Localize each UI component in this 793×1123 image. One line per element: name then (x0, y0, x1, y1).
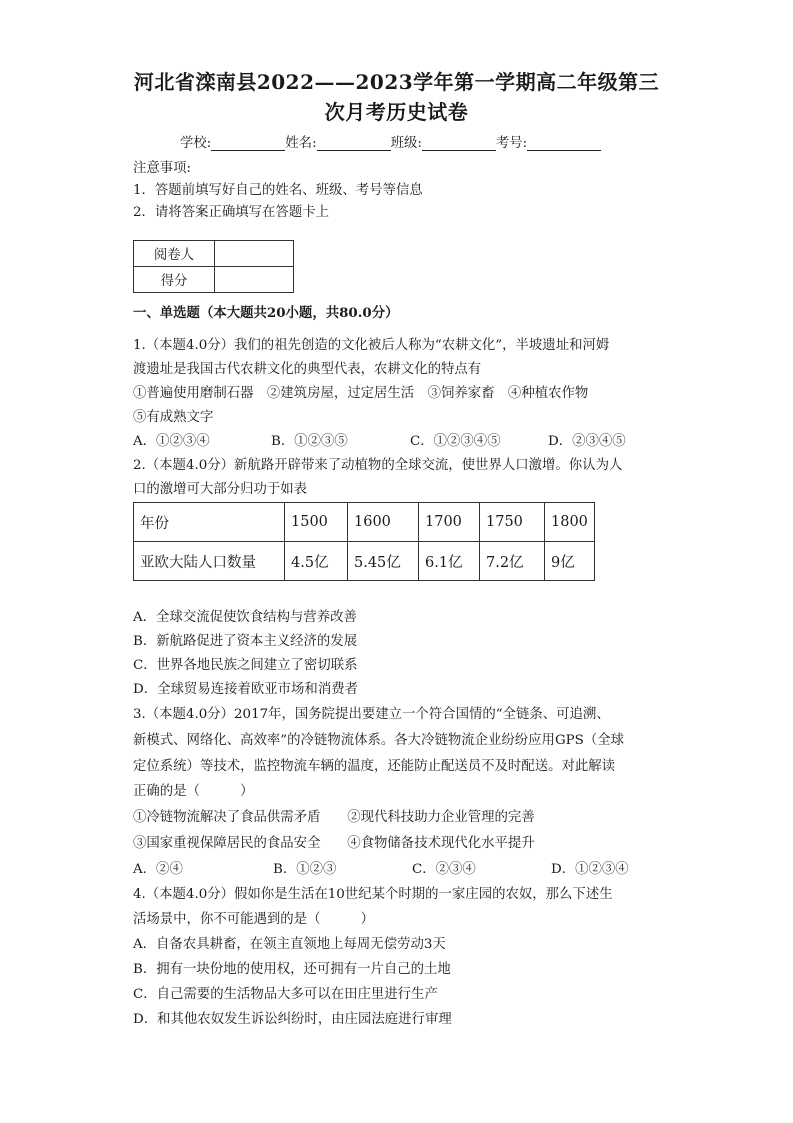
q1-items: ①普遍使用磨制石器 ②建筑房屋，过定居生活 ③饲养家畜 ④种植农作物 (133, 386, 589, 401)
q3-option-d[interactable]: D．①②③④ (551, 862, 629, 877)
name-blank[interactable] (317, 136, 391, 151)
q2-option-a[interactable]: A．全球交流促使饮食结构与营养改善 (133, 610, 357, 625)
student-info-row (180, 132, 601, 151)
q1-stem: 渡遗址是我国古代农耕文化的典型代表，农耕文化的特点有 (133, 362, 482, 377)
q1-option-d[interactable]: D．②③④⑤ (548, 434, 626, 449)
number-label: 考号: (495, 136, 528, 151)
table-header-cell: 1600 (348, 503, 419, 542)
table-row (134, 503, 595, 542)
population-table (133, 502, 595, 581)
notice-item: 1．答题前填写好自己的姓名、班级、考号等信息 (133, 183, 423, 198)
number-blank[interactable] (527, 136, 601, 151)
name-label: 姓名: (285, 136, 317, 151)
q4-option-d[interactable]: D．和其他农奴发生诉讼纠纷时，由庄园法庭进行审理 (133, 1012, 452, 1027)
q2-option-b[interactable]: B．新航路促进了资本主义经济的发展 (133, 634, 358, 649)
table-row (134, 542, 595, 581)
q4-option-c[interactable]: C．自己需要的生活物品大多可以在田庄里进行生产 (133, 987, 438, 1002)
table-header-cell: 1500 (285, 503, 348, 542)
notice-heading: 注意事项: (133, 161, 192, 176)
notice-item: 2．请将答案正确填写在答题卡上 (133, 205, 329, 220)
q1-option-a[interactable]: A．①②③④ (133, 434, 210, 449)
table-cell: 4.5亿 (285, 542, 348, 581)
q3-items: ③国家重视保障居民的食品安全 ④食物储备技术现代化水平提升 (133, 836, 535, 851)
q3-stem: 新模式、网络化、高效率”的冷链物流体系。各大冷链物流企业纷纷应用GPS（全球 (133, 733, 625, 748)
class-label: 班级: (390, 136, 422, 151)
school-label: 学校: (180, 136, 212, 151)
school-blank[interactable] (211, 136, 285, 151)
table-cell: 亚欧大陆人口数量 (134, 542, 285, 581)
q3-option-b[interactable]: B．①②③ (273, 862, 337, 877)
q3-stem: 正确的是（ ） (133, 784, 254, 799)
q3-option-a[interactable]: A．②④ (133, 862, 183, 877)
q4-stem: 4.（本题4.0分）假如你是生活在10世纪某个时期的一家庄园的农奴，那么下述生 (133, 887, 613, 902)
table-header-cell: 年份 (134, 503, 285, 542)
table-header-cell: 1800 (545, 503, 595, 542)
grader-label: 阅卷人 (134, 241, 215, 267)
class-blank[interactable] (422, 136, 496, 151)
q3-items: ①冷链物流解决了食品供需矛盾 ②现代科技助力企业管理的完善 (133, 810, 535, 825)
q4-stem: 活场景中，你不可能遇到的是（ ） (133, 912, 375, 927)
q4-option-a[interactable]: A．自备农具耕畜，在领主直领地上每周无偿劳动3天 (133, 937, 446, 952)
q3-stem: 定位系统）等技术，监控物流车辆的温度，还能防止配送员不及时配送。对此解读 (133, 759, 616, 774)
score-cell[interactable] (215, 267, 294, 293)
q2-stem: 2.（本题4.0分）新航路开辟带来了动植物的全球交流，使世界人口激增。你认为人 (133, 458, 623, 473)
q2-option-d[interactable]: D．全球贸易连接着欧亚市场和消费者 (133, 682, 358, 697)
score-label: 得分 (134, 267, 215, 293)
q1-items: ⑤有成熟文字 (133, 410, 214, 425)
q1-stem: 1.（本题4.0分）我们的祖先创造的文化被后人称为“农耕文化”，半坡遗址和河姆 (133, 338, 610, 353)
table-cell: 7.2亿 (480, 542, 545, 581)
q2-option-c[interactable]: C．世界各地民族之间建立了密切联系 (133, 658, 358, 673)
q2-stem: 口的激增可大部分归功于如表 (133, 482, 308, 497)
section-heading: 一、单选题（本大题共20小题，共80.0分） (133, 305, 399, 321)
exam-title-line2: 次月考历史试卷 (324, 100, 469, 124)
table-header-cell: 1700 (419, 503, 480, 542)
table-cell: 5.45亿 (348, 542, 419, 581)
q3-stem: 3.（本题4.0分）2017年，国务院提出要建立一个符合国情的“全链条、可追溯、 (133, 707, 610, 722)
exam-title-line1: 河北省滦南县2022——2023学年第一学期高二年级第三 (133, 70, 660, 94)
q4-option-b[interactable]: B．拥有一块份地的使用权，还可拥有一片自己的土地 (133, 962, 451, 977)
score-table (133, 240, 294, 293)
table-header-cell: 1750 (480, 503, 545, 542)
q1-option-b[interactable]: B．①②③⑤ (271, 434, 348, 449)
grader-cell[interactable] (215, 241, 294, 267)
table-cell: 6.1亿 (419, 542, 480, 581)
table-cell: 9亿 (545, 542, 595, 581)
q3-option-c[interactable]: C．②③④ (412, 862, 476, 877)
q1-option-c[interactable]: C．①②③④⑤ (410, 434, 501, 449)
